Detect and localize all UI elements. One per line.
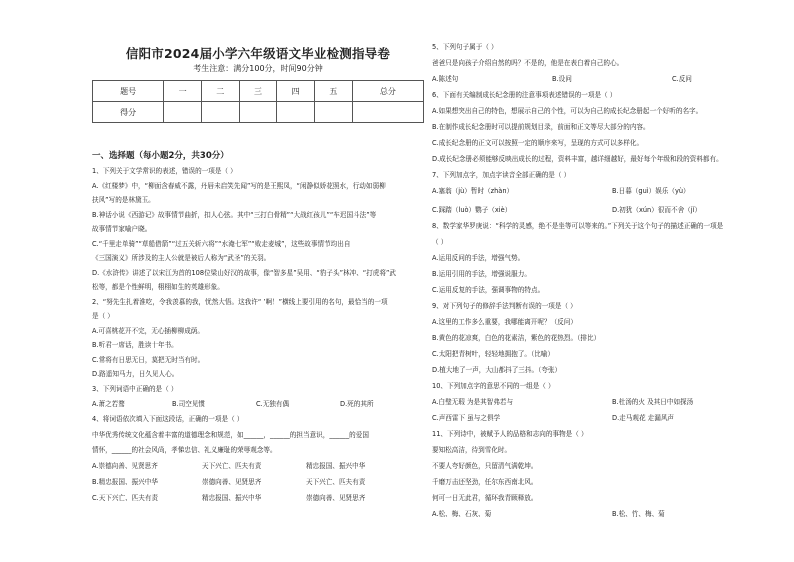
option-line: A.运用反问的手法，增强气势。	[432, 254, 525, 262]
option-item: A.松、梅、石灰、菊	[432, 510, 492, 518]
question-line: 故事情节家喻户晓。	[92, 225, 152, 233]
question-line: 11、下列诗中，被赋予人的品格和志向的事物是（ ）	[432, 430, 588, 438]
question-line: 9、对下列句子的修辞手法判断有误的一项是（ ）	[432, 302, 577, 310]
score-table	[92, 80, 424, 123]
question-line: 4、将词语依次填入下面这段话，正确的一项是（ ）	[92, 415, 244, 423]
question-line: D.《水浒传》讲述了以宋江为首的108位梁山好汉的故事，像“智多星”吴用、“豹子头”林冲、“打虎将”武	[92, 269, 397, 277]
option-line: A.这里的工作多么重要，我哪能离开呢？（反问）	[432, 318, 577, 326]
q10-option-row	[432, 414, 772, 423]
q4-option-row	[92, 478, 424, 487]
question-line: 7、下列加点字，加点字读音全部正确的是（ ）	[432, 171, 571, 179]
score-blank[interactable]	[201, 102, 239, 123]
question-line: 8、数学家华罗庚说：“科学的灵感，绝不是坐等可以等来的。”下列关于这个句子的描述正确的一项是	[432, 222, 724, 230]
question-line: 3、下列词语中正确的是（ ）	[92, 385, 178, 393]
score-blank[interactable]	[164, 102, 202, 123]
option-line: D.成长纪念册必须能够反映出成长的过程，资料丰富，越详细越好，最好每个年级和段的资料都有。	[432, 155, 723, 163]
section-heading: 一、选择题（每小题2分，共30分）	[92, 151, 229, 161]
option-item: 天下兴亡、匹夫有责	[202, 462, 262, 470]
question-line: B.神话小说《西游记》故事情节曲折，扣人心弦。其中“三打白骨精”“大战红孩儿”“车迟国斗法”等	[92, 211, 377, 219]
option-item: C.无独有偶	[256, 400, 290, 408]
option-line: B.运用引用的手法，增强说服力。	[432, 270, 531, 278]
option-item: A.崇德向善、见贤思齐	[92, 462, 158, 470]
option-item: C.天下兴亡、匹夫有责	[92, 494, 159, 502]
question-line: 1、下列关于文学常识的表述，错误的一项是（ ）	[92, 167, 237, 175]
option-item: D.初犹（xún）很而不舍（jǐ）	[612, 206, 702, 214]
question-line: 《三国演义》所涉及的主人公就是被后人称为“武圣”的关羽。	[92, 254, 271, 262]
option-item: A.白璧无瑕 为是其智弗若与	[432, 398, 514, 406]
option-item: B.松、竹、梅、菊	[612, 510, 665, 518]
question-line: C.“千里走单骑”“草船借箭”“过五关斩六将”“水淹七军”“败走麦城”，这些故事情节均出自	[92, 240, 351, 248]
option-line: B.在制作成长纪念册时可以提前规划目录，前面和正文等尽大部分的内容。	[432, 123, 650, 131]
option-item: 崇德向善、见贤思齐	[306, 494, 366, 502]
q10-option-row	[432, 398, 772, 407]
option-item: B.司空见惯	[172, 400, 205, 408]
score-row-label: 得分	[93, 102, 164, 123]
option-item: C.反问	[672, 75, 692, 83]
question-line: 情怀，______的社会风尚，孝悌忠信、礼义廉耻的荣辱观念等。	[92, 446, 277, 454]
q7-option-row	[432, 206, 772, 215]
score-blank[interactable]	[352, 102, 423, 123]
score-value-row	[93, 102, 424, 123]
option-item: A.陈述句	[432, 75, 459, 83]
option-item: B.精忠报国、振兴中华	[92, 478, 158, 486]
question-line: 5、下列句子属于（ ）	[432, 43, 498, 51]
question-line: A.《红楼梦》中，“柳面含春威不露，丹唇未启笑先闻”写的是王熙凤，“闲静似娇花照水，行动如弱柳	[92, 182, 386, 190]
question-line: 10、下列加点字的意思不同的一组是（ ）	[432, 382, 555, 390]
option-item: C.声西雷下 虽与之俱学	[432, 414, 501, 422]
q5-options	[432, 75, 772, 84]
q4-option-row	[92, 462, 424, 471]
question-line: 是（ ）	[92, 312, 114, 320]
option-line: C.运用反复的手法，强调事物的特点。	[432, 286, 545, 294]
option-item: A.萧之若鹜	[92, 400, 125, 408]
poem-line: 不要人夸好颜色，只留清气满乾坤。	[432, 462, 538, 470]
score-header-row	[93, 81, 424, 102]
option-line: D.植大地了一声，大山都抖了三抖。（夸张）	[432, 366, 562, 374]
score-blank[interactable]	[239, 102, 277, 123]
question-line: 6、下面有关编制成长纪念册的注意事项表述错误的一项是（ ）	[432, 91, 617, 99]
question-line: （ ）	[432, 238, 448, 246]
option-line: A.如果想突出自己的特色，想展示自己的个性，可以为自己的成长纪念册起一个好听的名字。	[432, 107, 703, 115]
option-item: B.设问	[552, 75, 572, 83]
poem-line: 何可一日无此君，循环我青顾释放。	[432, 494, 538, 502]
score-cell: 三	[239, 81, 277, 102]
poem-line: 千磨万击还坚劲，任尔东西南北风。	[432, 478, 538, 486]
option-item: C.踩踏（luò）鹦子（xiè）	[432, 206, 512, 214]
option-line: C.成长纪念册的正文可以按照一定的顺序来写，呈现的方式可以多样化。	[432, 139, 644, 147]
option-line: B.黄色的花凉爽，白色的花素洁，紫色的花热烈。（排比）	[432, 334, 601, 342]
score-cell: 四	[277, 81, 315, 102]
option-item: 精忠报国、振兴中华	[306, 462, 366, 470]
score-blank[interactable]	[277, 102, 315, 123]
q11-options	[432, 510, 772, 519]
score-cell: 总分	[352, 81, 423, 102]
option-item: D.死的其所	[340, 400, 374, 408]
score-blank[interactable]	[315, 102, 353, 123]
question-line: 爸爸只是向孩子介绍自然的吗？不是的，他是在表白着自己的心。	[432, 59, 624, 67]
option-line: A.可喜桃花开不完，无心插柳柳成荫。	[92, 327, 204, 335]
question-line: 2、“努先生扎着淮吃，令我羡慕的我，忧然大悟。这我许“ ’啊！”横线上要引用的名句，最恰当的一项	[92, 298, 388, 306]
option-line: B.听君一席话，胜读十年书。	[92, 341, 178, 349]
option-item: 天下兴亡、匹夫有责	[306, 478, 366, 486]
option-item: D.走马观花 走漏风声	[612, 414, 675, 422]
option-item: B.日暮（guì）娱乐（yù）	[612, 187, 690, 195]
option-line: D.路遥知马力，日久见人心。	[92, 370, 179, 378]
question-line: 扶风”写的是林黛玉。	[92, 196, 155, 204]
q3-options	[92, 400, 424, 409]
option-item: 崇德向善、见贤思齐	[202, 478, 262, 486]
option-line: C.太阳把青树叶，轻轻地拥抱了。（比喻）	[432, 350, 555, 358]
score-cell: 一	[164, 81, 202, 102]
score-cell: 题号	[93, 81, 164, 102]
poem-line: 要知松高洁，待到雪化时。	[432, 446, 512, 454]
q4-option-row	[92, 494, 424, 503]
exam-note: 考生注意：满分100分，时间90分钟	[193, 64, 323, 73]
exam-title: 信阳市2024届小学六年级语文毕业检测指导卷	[125, 46, 391, 61]
score-cell: 五	[315, 81, 353, 102]
option-line: C.常将有日思无日，莫把无时当有时。	[92, 356, 205, 364]
option-item: A.塞翁（jù）暂时（zhàn）	[432, 187, 514, 195]
option-item: 精忠报国、振兴中华	[202, 494, 262, 502]
q7-option-row	[432, 187, 772, 196]
question-line: 中华优秀传统文化蕴含着丰富的道德理念和规范，如______，______的担当意识，______的爱国	[92, 431, 369, 439]
score-cell: 二	[201, 81, 239, 102]
option-item: B.杜汤的火 及其日中如探汤	[612, 398, 694, 406]
question-line: 松等，都是个性鲜明，栩栩如生的英雄形象。	[92, 283, 224, 291]
